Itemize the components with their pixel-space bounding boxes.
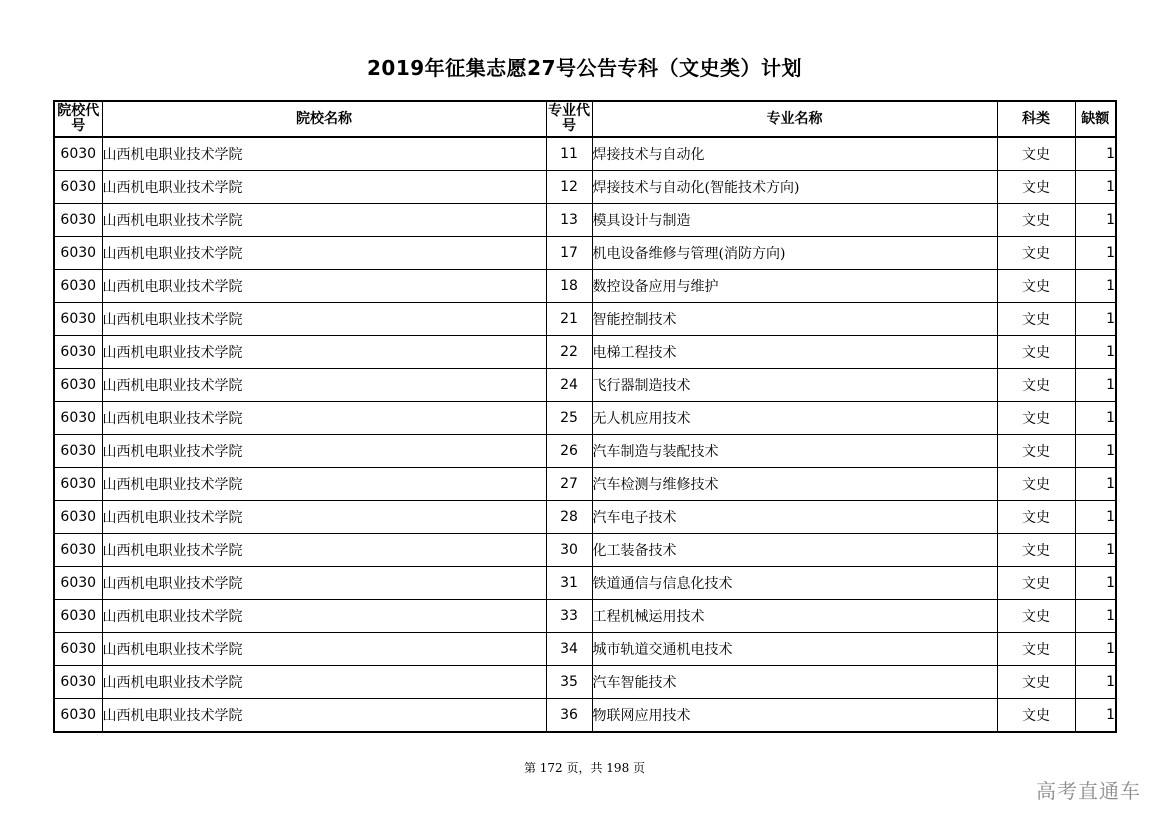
cell-school-code: 6030	[54, 435, 102, 468]
cell-vacancies: 1	[1075, 171, 1116, 204]
cell-school-code: 6030	[54, 600, 102, 633]
cell-major-name: 焊接技术与自动化	[592, 137, 997, 171]
table-row	[54, 336, 1116, 369]
cell-vacancies: 1	[1075, 369, 1116, 402]
cell-category: 文史	[997, 699, 1075, 733]
cell-vacancies: 1	[1075, 501, 1116, 534]
cell-category: 文史	[997, 666, 1075, 699]
cell-major-code: 30	[546, 534, 592, 567]
cell-school-code: 6030	[54, 666, 102, 699]
cell-school-name: 山西机电职业技术学院	[102, 204, 546, 237]
cell-major-name: 铁道通信与信息化技术	[592, 567, 997, 600]
cell-major-code: 34	[546, 633, 592, 666]
cell-major-code: 11	[546, 137, 592, 171]
cell-major-code: 13	[546, 204, 592, 237]
cell-school-code: 6030	[54, 270, 102, 303]
cell-vacancies: 1	[1075, 137, 1116, 171]
cell-major-code: 24	[546, 369, 592, 402]
table-row	[54, 567, 1116, 600]
cell-school-name: 山西机电职业技术学院	[102, 435, 546, 468]
header-major-name: 专业名称	[592, 101, 997, 137]
table-row	[54, 369, 1116, 402]
cell-school-name: 山西机电职业技术学院	[102, 501, 546, 534]
table-row	[54, 501, 1116, 534]
table-row	[54, 137, 1116, 171]
table-row	[54, 600, 1116, 633]
cell-major-name: 汽车电子技术	[592, 501, 997, 534]
table-row	[54, 237, 1116, 270]
cell-major-code: 22	[546, 336, 592, 369]
cell-school-code: 6030	[54, 633, 102, 666]
cell-school-name: 山西机电职业技术学院	[102, 633, 546, 666]
table-header-row	[54, 101, 1116, 137]
cell-school-code: 6030	[54, 237, 102, 270]
header-school-name: 院校名称	[102, 101, 546, 137]
cell-major-code: 18	[546, 270, 592, 303]
cell-vacancies: 1	[1075, 600, 1116, 633]
cell-category: 文史	[997, 600, 1075, 633]
cell-category: 文史	[997, 137, 1075, 171]
cell-school-code: 6030	[54, 171, 102, 204]
cell-major-name: 无人机应用技术	[592, 402, 997, 435]
table-row	[54, 633, 1116, 666]
cell-vacancies: 1	[1075, 270, 1116, 303]
cell-category: 文史	[997, 501, 1075, 534]
cell-category: 文史	[997, 204, 1075, 237]
cell-vacancies: 1	[1075, 699, 1116, 733]
table-row	[54, 204, 1116, 237]
cell-major-name: 工程机械运用技术	[592, 600, 997, 633]
cell-major-name: 汽车智能技术	[592, 666, 997, 699]
cell-vacancies: 1	[1075, 567, 1116, 600]
cell-vacancies: 1	[1075, 336, 1116, 369]
plan-table	[53, 100, 1117, 733]
cell-school-code: 6030	[54, 468, 102, 501]
cell-school-code: 6030	[54, 501, 102, 534]
cell-category: 文史	[997, 369, 1075, 402]
cell-school-code: 6030	[54, 534, 102, 567]
cell-major-code: 21	[546, 303, 592, 336]
cell-school-name: 山西机电职业技术学院	[102, 137, 546, 171]
cell-vacancies: 1	[1075, 534, 1116, 567]
cell-major-name: 智能控制技术	[592, 303, 997, 336]
cell-category: 文史	[997, 237, 1075, 270]
cell-major-name: 飞行器制造技术	[592, 369, 997, 402]
cell-major-code: 31	[546, 567, 592, 600]
cell-school-name: 山西机电职业技术学院	[102, 600, 546, 633]
cell-school-code: 6030	[54, 567, 102, 600]
cell-vacancies: 1	[1075, 468, 1116, 501]
cell-vacancies: 1	[1075, 303, 1116, 336]
cell-category: 文史	[997, 435, 1075, 468]
cell-school-code: 6030	[54, 137, 102, 171]
cell-school-code: 6030	[54, 204, 102, 237]
table-row	[54, 468, 1116, 501]
cell-major-code: 28	[546, 501, 592, 534]
cell-category: 文史	[997, 303, 1075, 336]
cell-category: 文史	[997, 534, 1075, 567]
table-row	[54, 270, 1116, 303]
cell-category: 文史	[997, 402, 1075, 435]
cell-major-code: 27	[546, 468, 592, 501]
cell-category: 文史	[997, 633, 1075, 666]
cell-major-name: 物联网应用技术	[592, 699, 997, 733]
cell-major-code: 35	[546, 666, 592, 699]
cell-category: 文史	[997, 336, 1075, 369]
cell-school-code: 6030	[54, 336, 102, 369]
table-row	[54, 402, 1116, 435]
cell-school-name: 山西机电职业技术学院	[102, 270, 546, 303]
cell-major-code: 33	[546, 600, 592, 633]
cell-major-name: 模具设计与制造	[592, 204, 997, 237]
cell-school-name: 山西机电职业技术学院	[102, 303, 546, 336]
table-row	[54, 435, 1116, 468]
cell-vacancies: 1	[1075, 237, 1116, 270]
cell-major-name: 数控设备应用与维护	[592, 270, 997, 303]
cell-category: 文史	[997, 468, 1075, 501]
table-row	[54, 534, 1116, 567]
cell-school-code: 6030	[54, 699, 102, 733]
cell-major-name: 电梯工程技术	[592, 336, 997, 369]
cell-major-name: 化工装备技术	[592, 534, 997, 567]
header-major-code: 专业代号	[546, 101, 592, 137]
header-school-code: 院校代号	[54, 101, 102, 137]
cell-school-name: 山西机电职业技术学院	[102, 402, 546, 435]
cell-category: 文史	[997, 270, 1075, 303]
table-row	[54, 666, 1116, 699]
cell-vacancies: 1	[1075, 666, 1116, 699]
cell-school-name: 山西机电职业技术学院	[102, 666, 546, 699]
cell-major-name: 机电设备维修与管理(消防方向)	[592, 237, 997, 270]
cell-school-name: 山西机电职业技术学院	[102, 369, 546, 402]
cell-school-code: 6030	[54, 369, 102, 402]
table-row	[54, 699, 1116, 733]
cell-school-code: 6030	[54, 402, 102, 435]
table-body	[54, 137, 1116, 732]
cell-major-code: 26	[546, 435, 592, 468]
cell-major-name: 城市轨道交通机电技术	[592, 633, 997, 666]
cell-category: 文史	[997, 567, 1075, 600]
cell-school-name: 山西机电职业技术学院	[102, 171, 546, 204]
cell-school-name: 山西机电职业技术学院	[102, 534, 546, 567]
cell-major-name: 焊接技术与自动化(智能技术方向)	[592, 171, 997, 204]
cell-major-name: 汽车制造与装配技术	[592, 435, 997, 468]
header-vacancies: 缺额	[1075, 101, 1116, 137]
cell-school-code: 6030	[54, 303, 102, 336]
cell-school-name: 山西机电职业技术学院	[102, 567, 546, 600]
cell-major-code: 25	[546, 402, 592, 435]
cell-major-name: 汽车检测与维修技术	[592, 468, 997, 501]
cell-school-name: 山西机电职业技术学院	[102, 699, 546, 733]
watermark-text: 高考直通车	[1036, 779, 1141, 803]
cell-school-name: 山西机电职业技术学院	[102, 237, 546, 270]
cell-major-code: 12	[546, 171, 592, 204]
cell-major-code: 36	[546, 699, 592, 733]
cell-vacancies: 1	[1075, 435, 1116, 468]
cell-school-name: 山西机电职业技术学院	[102, 336, 546, 369]
cell-major-code: 17	[546, 237, 592, 270]
page-footer: 第 172 页，共 198 页	[523, 761, 646, 775]
cell-vacancies: 1	[1075, 204, 1116, 237]
cell-vacancies: 1	[1075, 633, 1116, 666]
cell-school-name: 山西机电职业技术学院	[102, 468, 546, 501]
table-row	[54, 171, 1116, 204]
table-row	[54, 303, 1116, 336]
header-category: 科类	[997, 101, 1075, 137]
page-title: 2019年征集志愿27号公告专科（文史类）计划	[367, 56, 802, 80]
cell-category: 文史	[997, 171, 1075, 204]
cell-vacancies: 1	[1075, 402, 1116, 435]
